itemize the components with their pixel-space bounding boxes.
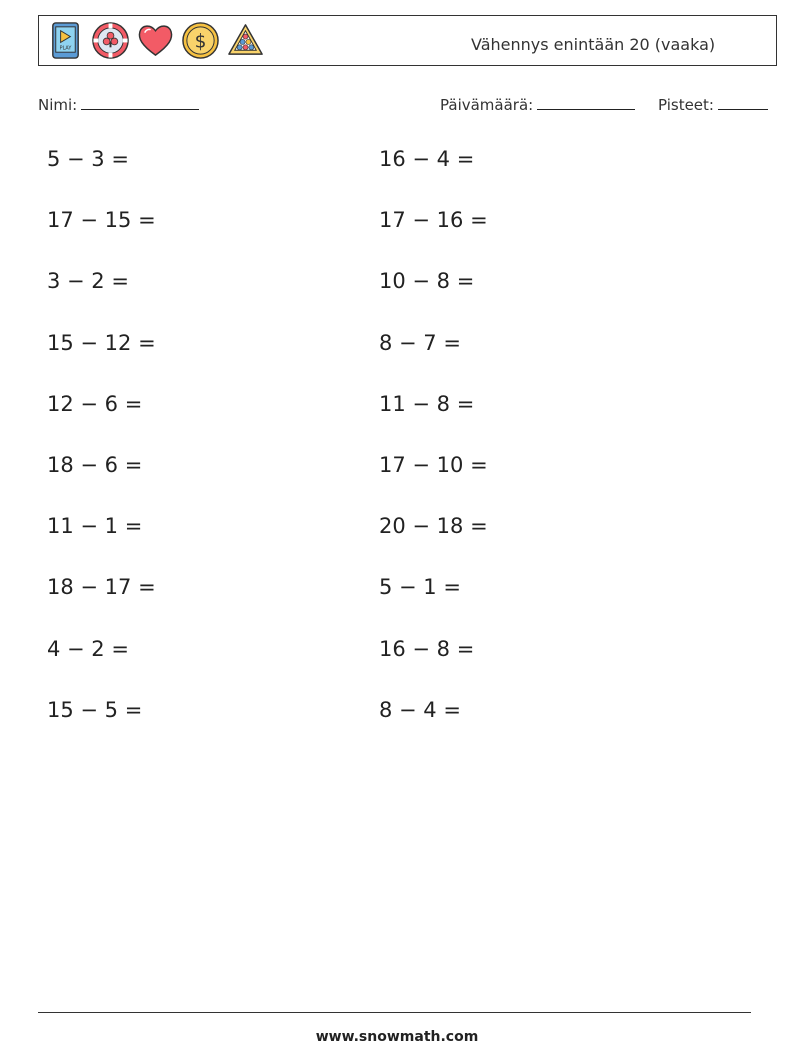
name-label: Nimi: <box>38 96 78 114</box>
billiard-rack-icon <box>226 21 265 60</box>
date-label: Päivämäärä: <box>440 96 534 114</box>
problem-left: 3 − 2 = <box>47 269 129 294</box>
heart-icon <box>136 21 175 60</box>
problem-left: 15 − 5 = <box>47 697 143 722</box>
svg-text:PLAY: PLAY <box>59 45 72 52</box>
score-blank <box>718 94 768 110</box>
problem-row <box>47 575 747 636</box>
problem-row <box>47 698 747 759</box>
score-field <box>658 94 768 114</box>
worksheet-title: Vähennys enintään 20 (vaaka) <box>471 35 716 54</box>
problem-row <box>47 514 747 575</box>
problem-left: 4 − 2 = <box>47 636 129 661</box>
problem-right: 17 − 10 = <box>379 452 488 477</box>
problem-left: 18 − 17 = <box>47 575 156 600</box>
date-field <box>440 94 635 114</box>
poker-chip-club-icon <box>91 21 130 60</box>
problem-left: 5 − 3 = <box>47 147 129 171</box>
svg-text:$: $ <box>194 31 207 53</box>
problem-left: 11 − 1 = <box>47 514 143 539</box>
problem-left: 15 − 12 = <box>47 330 156 355</box>
icon-row <box>46 21 265 60</box>
problem-right: 20 − 18 = <box>379 514 488 539</box>
footer-divider <box>38 1012 751 1013</box>
problem-right: 5 − 1 = <box>379 575 461 600</box>
problem-row <box>47 637 747 698</box>
name-field <box>38 94 199 114</box>
footer-url: www.snowmath.com <box>315 1029 479 1045</box>
problem-row <box>47 392 747 453</box>
score-label: Pisteet: <box>658 96 714 114</box>
dollar-coin-icon <box>181 21 220 60</box>
problem-left: 12 − 6 = <box>47 391 143 416</box>
problem-right: 8 − 4 = <box>379 697 461 722</box>
problem-right: 10 − 8 = <box>379 269 475 294</box>
name-blank <box>81 94 199 110</box>
play-tablet-icon <box>46 21 85 60</box>
problem-right: 8 − 7 = <box>379 330 461 355</box>
problem-left: 18 − 6 = <box>47 452 143 477</box>
problem-list <box>47 147 747 759</box>
problem-row <box>47 453 747 514</box>
problem-right: 17 − 16 = <box>379 208 488 233</box>
header-box <box>38 15 777 66</box>
problem-row <box>47 147 747 208</box>
problem-right: 16 − 4 = <box>379 147 475 171</box>
date-blank <box>537 94 635 110</box>
problem-left: 17 − 15 = <box>47 208 156 233</box>
problem-row <box>47 208 747 269</box>
problem-right: 11 − 8 = <box>379 391 475 416</box>
problem-row <box>47 269 747 330</box>
problem-right: 16 − 8 = <box>379 636 475 661</box>
problem-row <box>47 331 747 392</box>
